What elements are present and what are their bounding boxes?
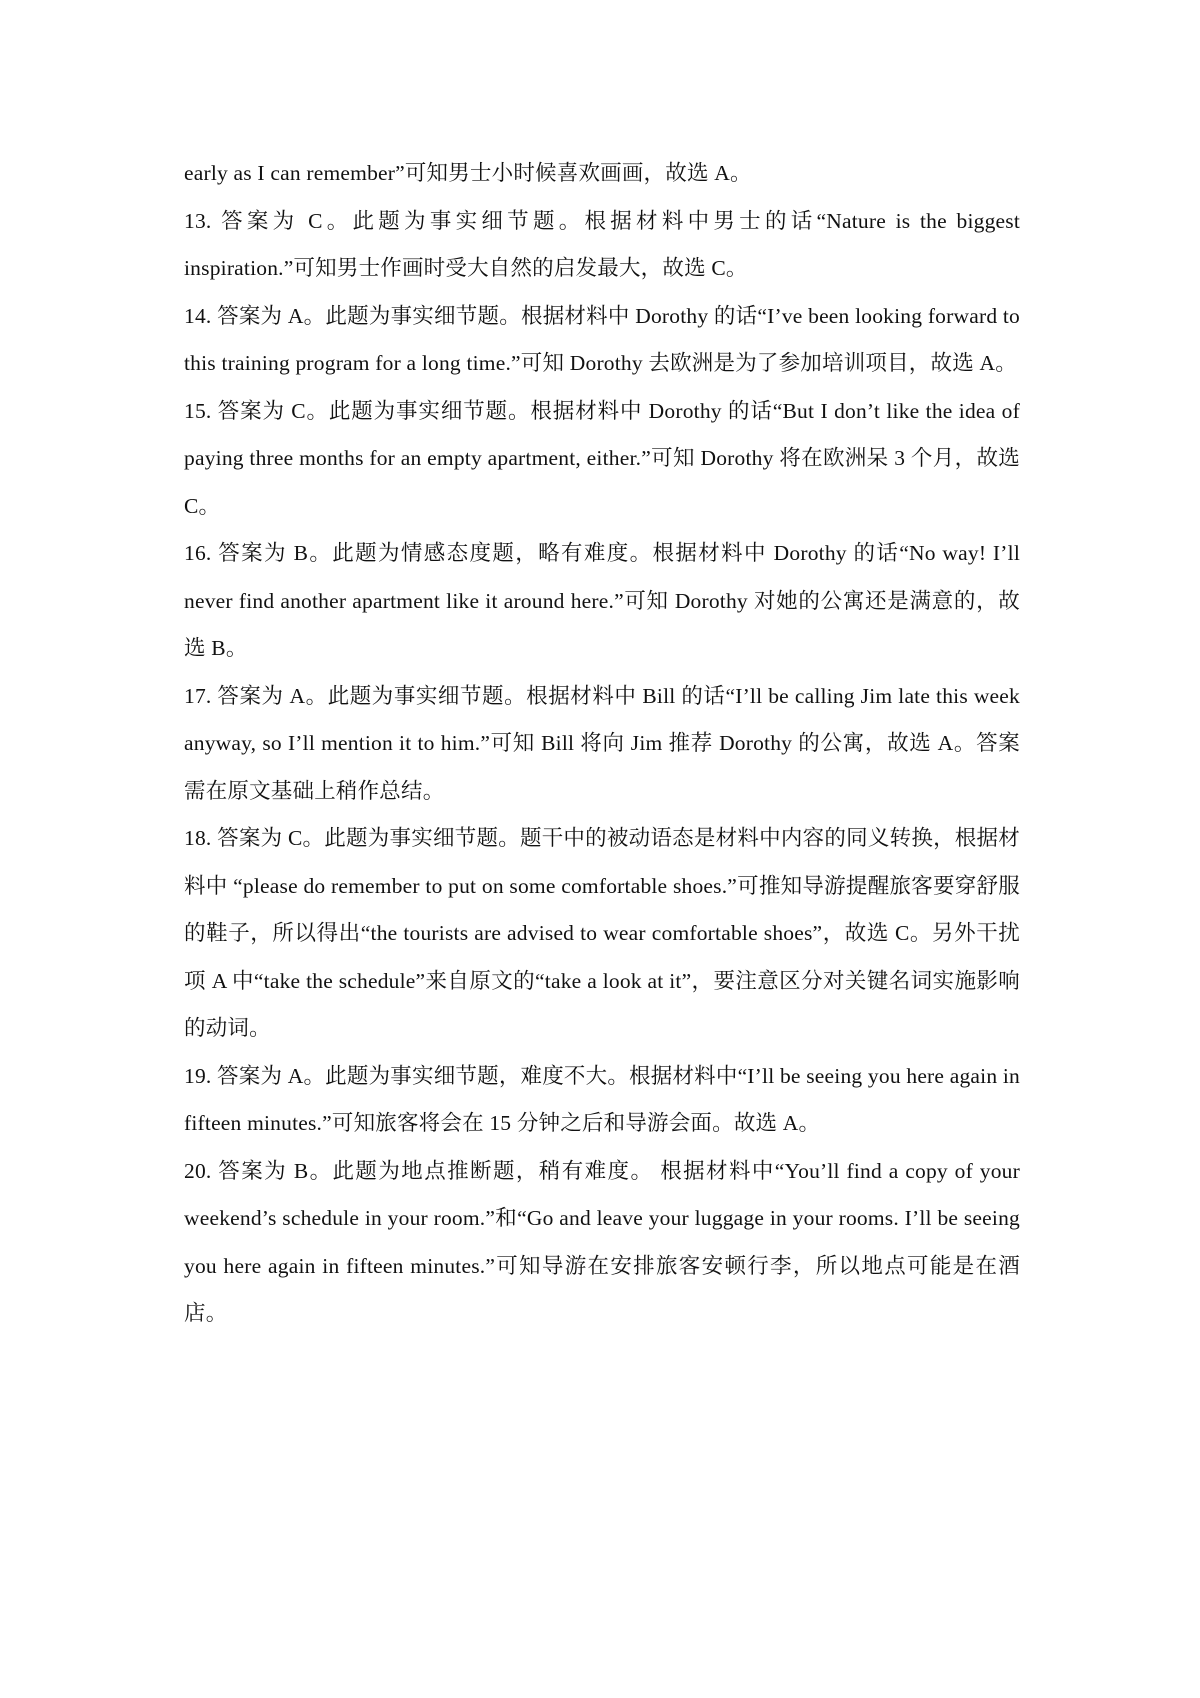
document-page: [184, 150, 1020, 1338]
answer-paragraph-16: 16. 答案为 B。此题为情感态度题，略有难度。根据材料中 Dorothy 的话“No way! I’ll never find another apartment like it around here.”可知 Dorothy 对她的公寓还是满意的，故选 B。: [184, 541, 1020, 660]
answer-paragraph-19: 19. 答案为 A。此题为事实细节题，难度不大。根据材料中“I’ll be seeing you here again in fifteen minutes.”可知旅客将会在 15 分钟之后和导游会面。故选 A。: [184, 1063, 1020, 1135]
answer-paragraph-13: 13. 答案为 C。此题为事实细节题。根据材料中男士的话“Nature is the biggest inspiration.”可知男士作画时受大自然的启发最大，故选 C。: [184, 208, 1020, 280]
answer-paragraph-17: 17. 答案为 A。此题为事实细节题。根据材料中 Bill 的话“I’ll be calling Jim late this week anyway, so I’ll mention it to him.”可知 Bill 将向 Jim 推荐 Dorothy 的公寓，故选 A。答案需在原文基础上稍作总结。: [184, 683, 1020, 803]
answer-paragraph-14: 14. 答案为 A。此题为事实细节题。根据材料中 Dorothy 的话“I’ve been looking forward to this training program for a long time.”可知 Dorothy 去欧洲是为了参加培训项目，故选 A。: [184, 303, 1020, 375]
answer-paragraph-15: 15. 答案为 C。此题为事实细节题。根据材料中 Dorothy 的话“But I don’t like the idea of paying three months for an empty apartment, either.”可知 Dorothy 将在欧洲呆 3 个月，故选 C。: [184, 398, 1020, 518]
answer-paragraph-20: 20. 答案为 B。此题为地点推断题，稍有难度。 根据材料中“You’ll find a copy of your weekend’s schedule in your room.”和“Go and leave your luggage in your rooms. I’ll be seeing you here again in fifteen minutes.”可知导游在安排旅客安顿行李，所以地点可能是在酒店。: [184, 1158, 1020, 1325]
answer-paragraph-12-cont: early as I can remember”可知男士小时候喜欢画画，故选 A。: [184, 161, 752, 185]
answer-paragraph-18: 18. 答案为 C。此题为事实细节题。题干中的被动语态是材料中内容的同义转换，根据材料中 “please do remember to put on some comfortable shoes.”可推知导游提醒旅客要穿舒服的鞋子，所以得出“the tourists are advised to wear comfortable shoes”，故选 C。另外干扰项 A 中“take the schedule”来自原文的“take a look at it”，要注意区分对关键名词实施影响的动词。: [184, 826, 1020, 1040]
